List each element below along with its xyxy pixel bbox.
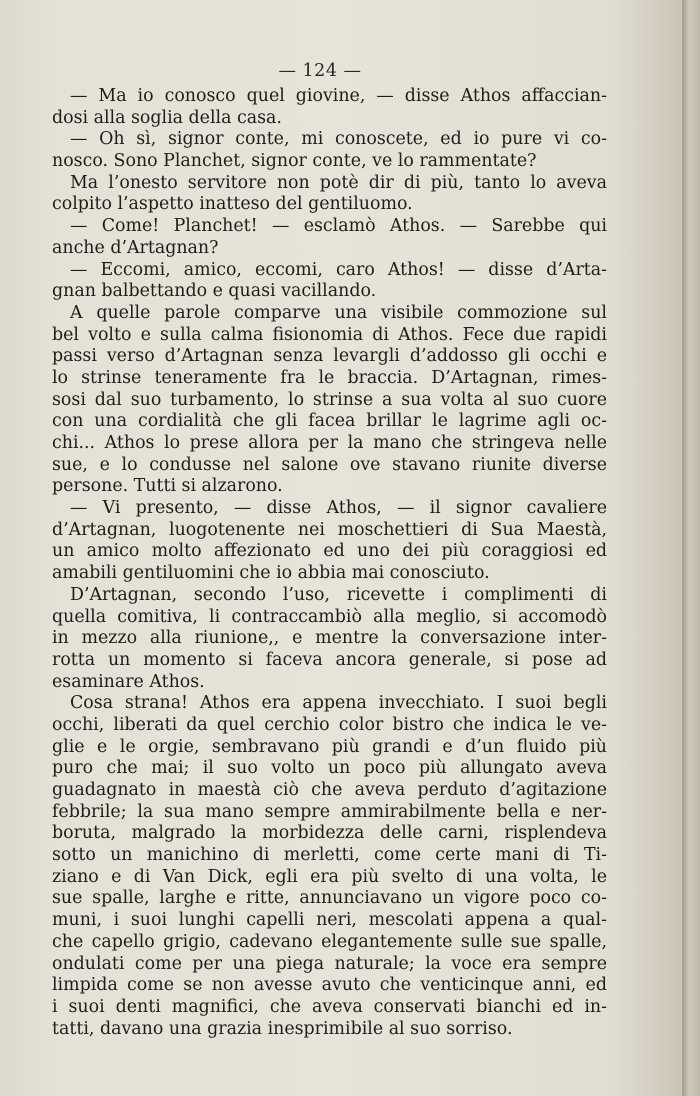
text-line: sosi dal suo turbamento, lo strinse a sua volta al suo cuore bbox=[52, 389, 607, 410]
text-line: nosco. Sono Planchet, signor conte, ve lo rammentate? bbox=[52, 151, 537, 172]
text-line: — Vi presento, — disse Athos, — il signor cavaliere bbox=[70, 498, 607, 519]
text-line: — Eccomi, amico, eccomi, caro Athos! — disse d’Arta- bbox=[70, 259, 607, 280]
page-number: — 124 — bbox=[278, 61, 362, 81]
text-line: glie e le orgie, sembravano più grandi e d’un fluido più bbox=[52, 736, 607, 757]
text-line: i suoi denti magnifici, che aveva conservati bianchi ed in- bbox=[52, 996, 607, 1017]
text-line: occhi, liberati da quel cerchio color bistro che indica le ve- bbox=[52, 714, 607, 735]
text-line: rotta un momento si faceva ancora generale, si pose ad bbox=[52, 649, 607, 670]
text-line: D’Artagnan, secondo l’uso, ricevette i complimenti di bbox=[70, 584, 607, 605]
text-line: febbrile; la sua mano sempre ammirabilmente bella e ner- bbox=[52, 801, 607, 822]
text-line: esaminare Athos. bbox=[52, 671, 205, 692]
text-line: che capello grigio, cadevano elegantemente sulle sue spalle, bbox=[52, 931, 607, 952]
text-line: sue spalle, larghe e ritte, annunciavano un vigore poco co- bbox=[52, 888, 607, 909]
text-line: muni, i suoi lunghi capelli neri, mescolati appena a qual- bbox=[52, 910, 607, 931]
text-line: un amico molto affezionato ed uno dei più coraggiosi ed bbox=[52, 541, 607, 562]
text-line: gnan balbettando e quasi vacillando. bbox=[52, 281, 377, 302]
text-line: guadagnato in maestà ciò che aveva perduto d’agitazione bbox=[52, 780, 607, 800]
text-line: Ma l’onesto servitore non potè dir di più, tanto lo aveva bbox=[70, 172, 607, 193]
text-line: A quelle parole comparve una visibile commozione sul bbox=[70, 302, 607, 323]
text-line: sotto un manichino di merletti, come certe mani di Ti- bbox=[52, 845, 607, 866]
text-line: amabili gentiluomini che io abbia mai conosciuto. bbox=[52, 563, 490, 584]
text-line: — Oh sì, signor conte, mi conoscete, ed io pure vi co- bbox=[70, 129, 607, 150]
text-line: Cosa strana! Athos era appena invecchiato. I suoi begli bbox=[70, 693, 607, 714]
text-line: chi... Athos lo prese allora per la mano che stringeva nelle bbox=[52, 433, 607, 453]
text-line: limpida come se non avesse avuto che venticinque anni, ed bbox=[52, 975, 607, 996]
text-line: sue, e lo condusse nel salone ove stavano riunite diverse bbox=[52, 454, 607, 475]
text-line: anche d’Artagnan? bbox=[52, 237, 219, 258]
text-line: in mezzo alla riunione,, e mentre la conversazione inter- bbox=[52, 628, 607, 649]
text-line: bel volto e sulla calma fisionomia di Athos. Fece due rapidi bbox=[52, 324, 607, 345]
text-line: — Come! Planchet! — esclamò Athos. — Sarebbe qui bbox=[70, 216, 607, 237]
text-line: lo strinse teneramente fra le braccia. D’Artagnan, rimes- bbox=[52, 367, 607, 388]
text-line: tatti, davano una grazia inesprimibile al suo sorriso. bbox=[52, 1018, 513, 1039]
text-line: colpito l’aspetto inatteso del gentiluomo. bbox=[52, 194, 413, 215]
text-line: — Ma io conosco quel giovine, — disse Athos affaccian- bbox=[70, 86, 607, 106]
text-line: quella comitiva, li contraccambiò alla meglio, si accomodò bbox=[52, 606, 607, 627]
text-line: puro che mai; il suo volto un poco più allungato aveva bbox=[52, 758, 607, 779]
text-line: boruta, malgrado la morbidezza delle carni, risplendeva bbox=[52, 823, 607, 844]
text-line: ziano e di Van Dick, egli era più svelto di una volta, le bbox=[52, 866, 607, 887]
text-line: passi verso d’Artagnan senza levargli d’addosso gli occhi e bbox=[52, 346, 607, 367]
text-line: ondulati come per una piega naturale; la voce era sempre bbox=[52, 953, 607, 974]
book-spine-shadow bbox=[682, 0, 700, 1096]
text-line: dosi alla soglia della casa. bbox=[52, 107, 282, 128]
text-line: d’Artagnan, luogotenente nei moschettieri di Sua Maestà, bbox=[52, 519, 607, 540]
body-text bbox=[52, 86, 607, 1040]
text-line: persone. Tutti si alzarono. bbox=[52, 476, 283, 497]
text-line: con una cordialità che gli facea brillar le lagrime agli oc- bbox=[52, 411, 607, 432]
